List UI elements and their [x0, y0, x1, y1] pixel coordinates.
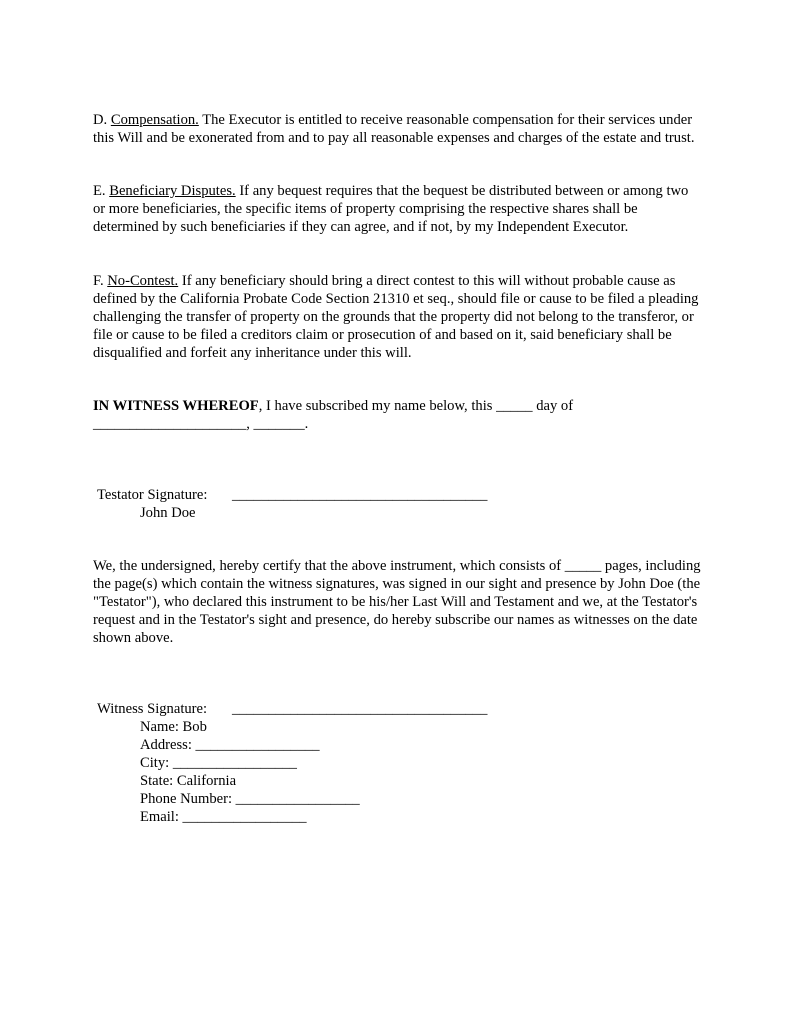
- witness-signature-label: Witness Signature:: [97, 701, 208, 717]
- no-contest-body: If any beneficiary should bring a direct contest to this will without probable cause as defined by the California Probate Code Section 21310 et seq., should file or cause to be filed a pleading challenging the transfer of property on the grounds that the property did not belong to the transferor, or file or cause to be filed a creditors claim or prosecution of and based on it, said beneficiary shall be disqualified and forfeit any inheritance under this will.: [93, 273, 699, 361]
- compensation-heading: Compensation.: [110, 112, 199, 128]
- no-contest-heading: No-Contest.: [107, 273, 179, 289]
- compensation-prefix: D.: [93, 112, 111, 128]
- witness-state: State: California: [140, 773, 237, 789]
- beneficiary-disputes-clause: [93, 182, 703, 236]
- no-contest-clause: [93, 272, 703, 362]
- witness-signature-line: ___________________________________: [232, 701, 488, 717]
- witness-whereof-date-line: _____________________, _______.: [93, 416, 309, 432]
- witness-whereof-lead: IN WITNESS WHEREOF: [93, 398, 259, 414]
- testator-signature-label: Testator Signature:: [97, 487, 208, 503]
- compensation-body: The Executor is entitled to receive reasonable compensation for their services under this Will and be exonerated from and to pay all reasonable expenses and charges of the estate and trust.: [93, 112, 695, 146]
- witness-whereof-text: , I have subscribed my name below, this _____ day of: [258, 398, 574, 414]
- witness-address: Address: _________________: [140, 737, 320, 753]
- no-contest-prefix: F.: [93, 273, 108, 289]
- witness-whereof-clause: [93, 397, 703, 433]
- witness-phone: Phone Number: _________________: [140, 791, 360, 807]
- certification-paragraph: We, the undersigned, hereby certify that the above instrument, which consists of _____ pages, including the page(s) which contain the witness signatures, was signed in our sight and presence by John Doe (the "Testator"), who declared this instrument to be his/her Last Will and Testament and we, at the Testator's request and in the Testator's sight and presence, do hereby subscribe our names as witnesses on the date shown above.: [93, 558, 701, 646]
- witness-name: Name: Bob: [140, 719, 207, 735]
- compensation-clause: [93, 111, 703, 147]
- witness-city: City: _________________: [140, 755, 297, 771]
- beneficiary-disputes-body: If any bequest requires that the bequest be distributed between or among two or more beneficiaries, the specific items of property comprising the respective shares shall be determined by such beneficiaries if they can agree, and if not, by my Independent Executor.: [93, 183, 689, 235]
- beneficiary-disputes-heading: Beneficiary Disputes.: [109, 183, 236, 199]
- beneficiary-disputes-prefix: E.: [93, 183, 110, 199]
- testator-name: John Doe: [140, 505, 196, 521]
- testator-signature-line: ___________________________________: [232, 487, 488, 503]
- witness-email: Email: _________________: [140, 809, 307, 825]
